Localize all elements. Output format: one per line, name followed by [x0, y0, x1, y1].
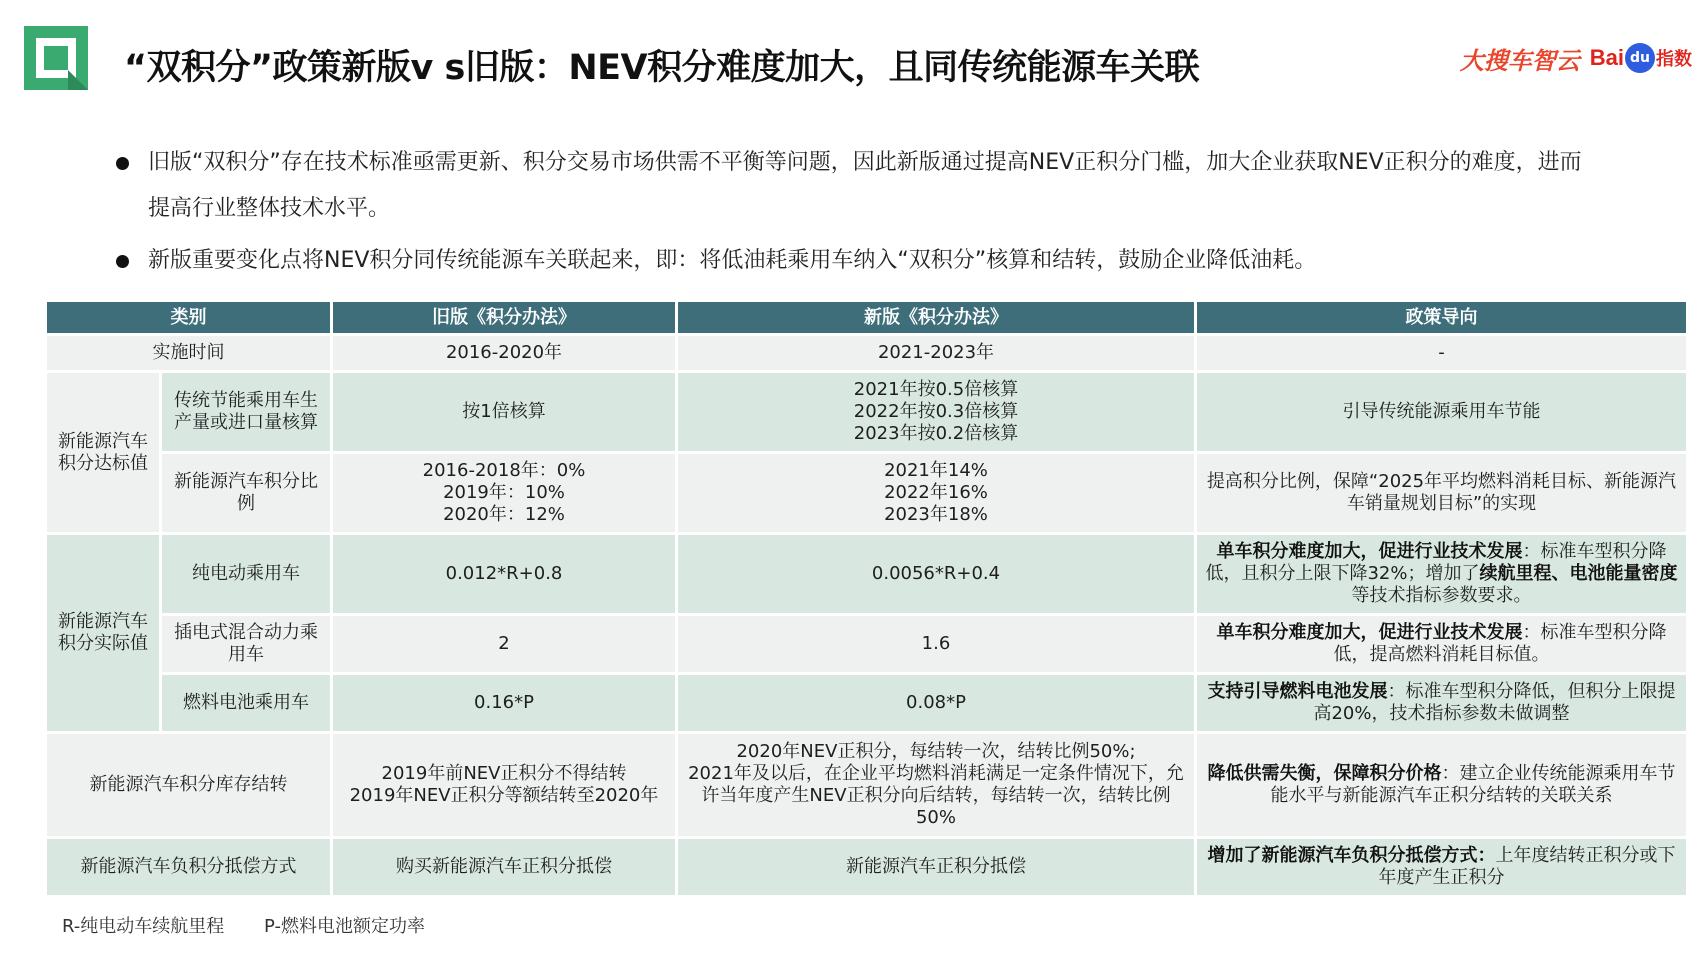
table-row: 燃料电池乘用车 0.16*P 0.08*P 支持引导燃料电池发展：标准车型积分降低，但积分上限提高20%，技术指标参数未做调整 — [47, 675, 1686, 731]
group-label-target: 新能源汽车积分达标值 — [47, 373, 159, 532]
bullet-item: 新版重要变化点将NEV积分同传统能源车关联起来，即：将低油耗乘用车纳入“双积分”核算和结转，鼓励企业降低油耗。 — [116, 238, 1596, 284]
header-category: 类别 — [47, 302, 330, 333]
policy-comparison-table — [44, 299, 1689, 898]
header-old: 旧版《积分办法》 — [333, 302, 675, 333]
table-row: 新能源汽车积分比例 2016-2018年：0% 2019年：10% 2020年：12% 2021年14% 2022年16% 2023年18% 提高积分比例，保障“2025年平均燃料消耗目标、新能源汽车销量规划目标”的实现 — [47, 454, 1686, 532]
dasouche-logo: 大搜车智云 — [1459, 46, 1580, 75]
bullet-dot-icon — [116, 157, 129, 170]
table-header-row — [47, 302, 1686, 333]
bullet-list — [116, 140, 1596, 290]
header-guide: 政策导向 — [1197, 302, 1686, 333]
paw-icon: du — [1625, 43, 1655, 73]
table-row: 插电式混合动力乘用车 2 1.6 单车积分难度加大，促进行业技术发展：标准车型积分降低，提高燃料消耗目标值。 — [47, 616, 1686, 672]
table-row: 新能源汽车积分达标值 传统节能乘用车生产量或进口量核算 按1倍核算 2021年按0.5倍核算 2022年按0.3倍核算 2023年按0.2倍核算 引导传统能源乘用车节能 — [47, 373, 1686, 451]
bullet-item: 旧版“双积分”存在技术标准亟需更新、积分交易市场供需不平衡等问题，因此新版通过提高NEV正积分门槛，加大企业获取NEV正积分的难度，进而提高行业整体技术水平。 — [116, 140, 1596, 232]
table-row: 实施时间 2016-2020年 2021-2023年 - — [47, 336, 1686, 370]
page-title: “双积分”政策新版v s旧版：NEV积分难度加大，且同传统能源车关联 — [124, 48, 1200, 88]
table-row: 新能源汽车积分实际值 纯电动乘用车 0.012*R+0.8 0.0056*R+0.4 单车积分难度加大，促进行业技术发展：标准车型积分降低，且积分上限下降32%；增加了续航里程、电池能量密度等技术指标参数要求。 — [47, 535, 1686, 613]
bullet-dot-icon — [116, 255, 129, 268]
table-row: 新能源汽车负积分抵偿方式 购买新能源汽车正积分抵偿 新能源汽车正积分抵偿 增加了新能源汽车负积分抵偿方式：上年度结转正积分或下年度产生正积分 — [47, 839, 1686, 895]
brand-logos — [1460, 38, 1692, 78]
baidu-index-logo: Bai du 指数 — [1590, 43, 1692, 73]
group-label-actual: 新能源汽车积分实际值 — [47, 535, 159, 731]
header-new: 新版《积分办法》 — [678, 302, 1194, 333]
footnote: R-纯电动车续航里程 P-燃料电池额定功率 — [62, 916, 425, 937]
logo-icon — [24, 26, 88, 90]
table-row: 新能源汽车积分库存结转 2019年前NEV正积分不得结转 2019年NEV正积分等额结转至2020年 2020年NEV正积分，每结转一次，结转比例50%; 2021年及以后，在企业平均燃料消耗满足一定条件情况下，允许当年度产生NEV正积分向后结转，每结转一次，结转比例50% 降低供需失衡，保障积分价格：建立企业传统能源乘用车节能水平与新能源汽车正积分结转的关联关系 — [47, 734, 1686, 836]
